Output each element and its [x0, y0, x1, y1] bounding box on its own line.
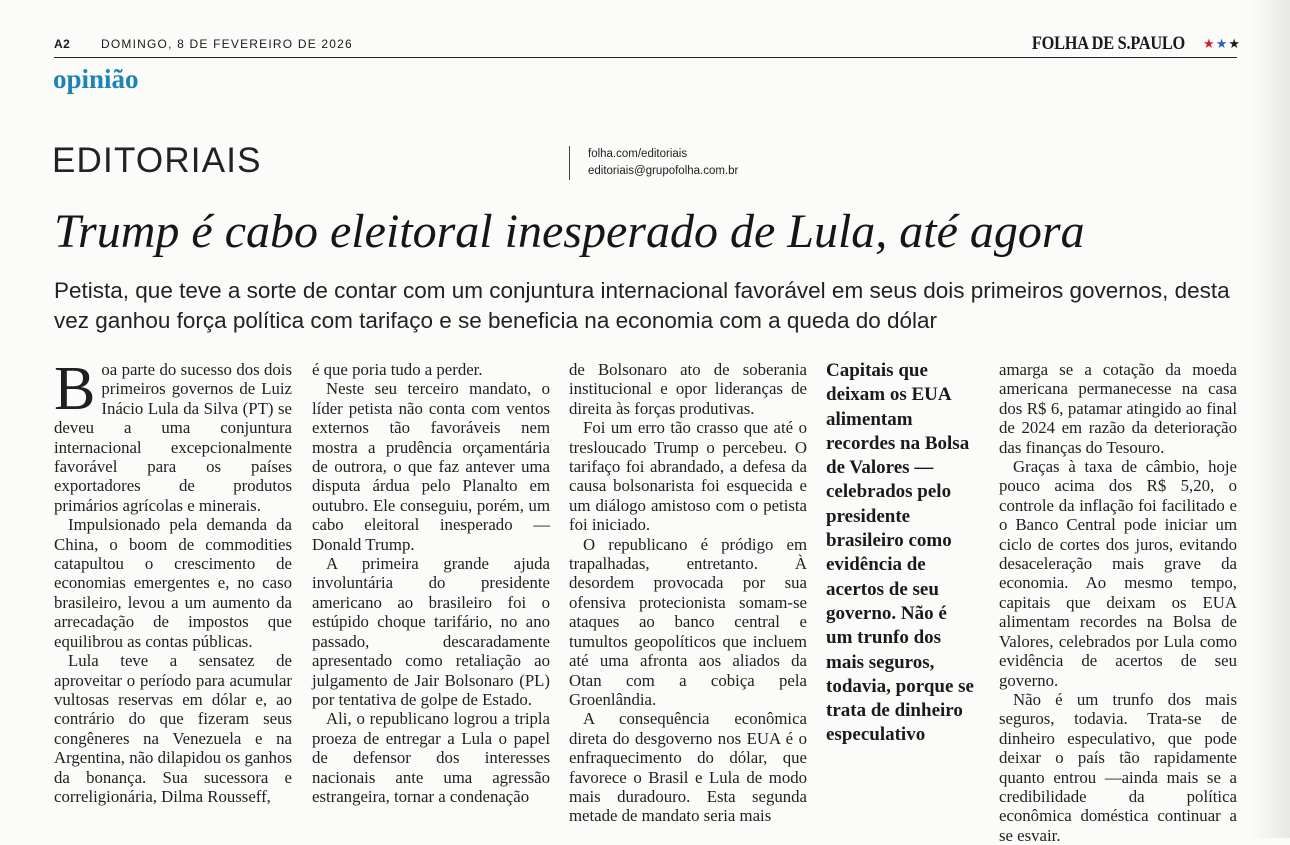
- contact-block: [569, 146, 738, 180]
- article-column-3: [569, 360, 807, 826]
- page-date: DOMINGO, 8 DE FEVEREIRO DE 2026: [101, 37, 353, 51]
- paragraph: O republicano é pródigo em trapalhadas, entretanto. À desordem provocada por sua ofensiva protecionista somam-se ataques ao banco central e tumultos geopolíticos que incluem até uma afronta aos aliados da Otan com a cobiça pela Groenlândia.: [569, 534, 807, 709]
- page-number: A2: [54, 37, 71, 51]
- paragraph: Neste seu terceiro mandato, o líder petista não conta com ventos externos tão favoráveis nem mostra a prudência orçamentária de outrora, o que faz antever uma disputa árdua pelo Planalto em outubro. Ele conseguiu, porém, um cabo eleitoral inesperado —Donald Trump.: [312, 379, 550, 554]
- article-column-2: [312, 360, 550, 806]
- paragraph: de Bolsonaro ato de soberania institucional e opor lideranças de direita às forças produtivas.: [569, 360, 807, 418]
- paragraph: Ali, o republicano logrou a tripla proeza de entregar a Lula o papel de defensor dos interesses nacionais ante uma agressão estrangeira, tornar a condenação: [312, 709, 550, 806]
- article-subhead: Petista, que teve a sorte de contar com um conjuntura internacional favorável em seus dois primeiros governos, desta vez ganhou força política com tarifaço e se beneficia na economia com a queda do dólar: [54, 278, 1230, 333]
- blue-star-icon: ★: [1215, 36, 1229, 51]
- editorial-site-link[interactable]: folha.com/editoriais: [588, 148, 688, 160]
- paragraph: Graças à taxa de câmbio, hoje pouco acima dos R$ 5,20, o controle da inflação foi facilitado e o Banco Central pode iniciar um ciclo de cortes dos juros, evitando desaceleração mais grave da economia. Ao mesmo tempo, capitais que deixam os EUA alimentam recordes na Bolsa de Valores, celebrados por Lula como evidência de acertos de seu governo.: [999, 457, 1237, 690]
- paragraph: Não é um trunfo dos mais seguros, todavia. Trata-se de dinheiro especulativo, que pode deixar o país tão rapidamente quanto entrou —ainda mais se a credibilidade da política econômica doméstica continuar a se esvair.: [999, 689, 1237, 845]
- drop-cap: B: [54, 355, 96, 423]
- paragraph: Lula teve a sensatez de aproveitar o período para acumular vultosas reservas em dólar e, ao contrário do que fizeram seus congêneres na Venezuela e na Argentina, não dilapidou os ganhos da bonança. Sua sucessora e correligionária, Dilma Rousseff,: [54, 651, 292, 806]
- page-header: [54, 33, 1241, 58]
- paragraph: Impulsionado pela demanda da China, o boom de commodities catapultou o crescimento de economias emergentes e, no caso brasileiro, levou a um aumento da arrecadação de impostos que equilibrou as contas públicas.: [54, 515, 292, 651]
- article-column-5: [999, 360, 1237, 845]
- pull-quote: Capitais que deixam os EUA alimentam recordes na Bolsa de Valores —celebrados pelo presidente brasileiro como evidência de acertos de seu governo. Não é um trunfo dos mais seguros, todavia, porque se trata de dinheiro especulativo: [826, 360, 974, 746]
- editorial-email-link[interactable]: editoriais@grupofolha.com.br: [588, 165, 739, 177]
- paragraph: Boa parte do sucesso dos dois primeiros governos de Luiz Inácio Lula da Silva (PT) se deveu a uma conjuntura internacional excepcionalmente favorável para os países exportadores de produtos primários agrícolas e minerais.: [54, 355, 292, 515]
- article-headline: Trump é cabo eleitoral inesperado de Lula, até agora: [54, 205, 1085, 258]
- paragraph: A primeira grande ajuda involuntária do presidente americano ao brasileiro foi o estúpido choque tarifário, no ano passado, descaradamente apresentado como retaliação ao julgamento de Jair Bolsonaro (PL) por tentativa de golpe de Estado.: [312, 554, 550, 709]
- column-kicker: EDITORIAIS: [52, 141, 262, 180]
- newspaper-masthead: FOLHA DE S.PAULO: [1031, 33, 1185, 54]
- page-fold-shadow: [1250, 0, 1290, 838]
- section-title: opinião: [53, 64, 139, 94]
- paragraph: é que poria tudo a perder.: [312, 360, 483, 379]
- red-star-icon: ★: [1203, 36, 1216, 51]
- paragraph: Foi um erro tão crasso que até o tresloucado Trump o percebeu. O tarifaço foi abrandado, a defesa da causa bolsonarista foi esquecida e um diálogo amistoso com o petista foi iniciado.: [569, 418, 807, 535]
- masthead-stars: [1203, 36, 1241, 52]
- paragraph: amarga se a cotação da moeda americana permanecesse na casa dos R$ 6, patamar atingido ao final de 2024 em razão da deterioração das finanças do Tesouro.: [999, 360, 1237, 457]
- article-column-1: [54, 355, 292, 806]
- black-star-icon: ★: [1228, 36, 1241, 51]
- paragraph: A consequência econômica direta do desgoverno nos EUA é o enfraquecimento do dólar, que favorece o Brasil e Lula de modo mais duradouro. Esta segunda metade de mandato seria mais: [569, 709, 807, 826]
